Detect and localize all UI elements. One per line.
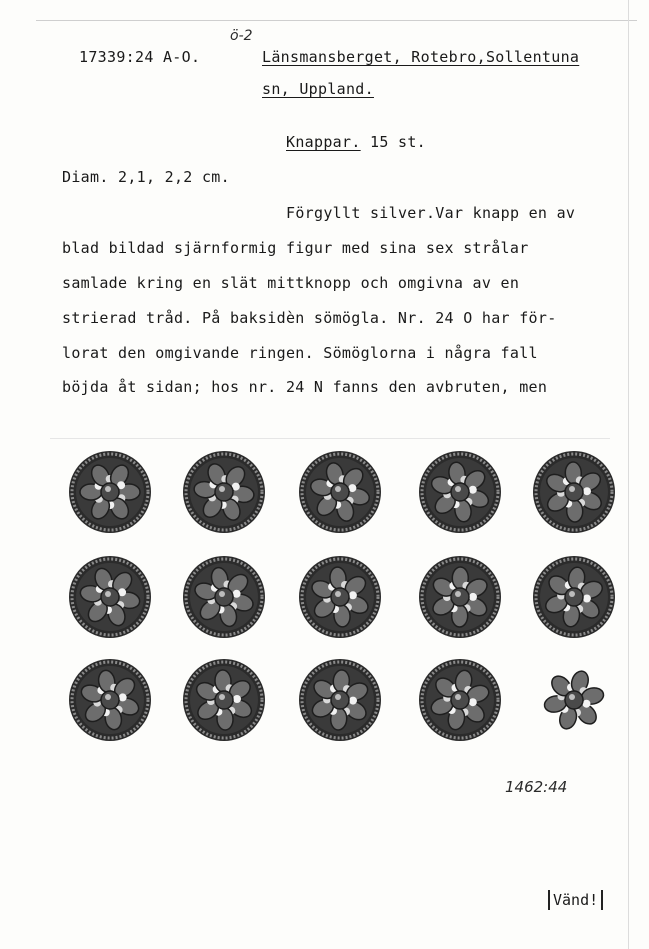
silver-button bbox=[66, 448, 154, 536]
silver-button bbox=[530, 656, 618, 744]
body-line-2: blad bildad sjärnformig figur med sina sex strålar bbox=[62, 239, 529, 257]
top-handwritten-mark: ö-2 bbox=[230, 28, 253, 44]
silver-button bbox=[416, 448, 504, 536]
silver-button bbox=[66, 553, 154, 641]
silver-button bbox=[66, 656, 154, 744]
silver-button bbox=[296, 656, 384, 744]
silver-button bbox=[296, 448, 384, 536]
buttons-photograph bbox=[48, 440, 628, 770]
body-line-3: samlade kring en slät mittknopp och omgivna av en bbox=[62, 274, 520, 292]
card-top-rule bbox=[36, 20, 637, 21]
accession-number: 17339:24 A-O. bbox=[79, 48, 201, 66]
silver-button bbox=[180, 553, 268, 641]
photo-number: 1462:44 bbox=[505, 778, 568, 796]
silver-button bbox=[530, 553, 618, 641]
silver-button bbox=[180, 656, 268, 744]
location-line-1: Länsmansberget, Rotebro,Sollentuna bbox=[262, 48, 580, 66]
location-line-2: sn, Uppland. bbox=[262, 80, 374, 98]
photo-border bbox=[50, 438, 610, 439]
body-line-4: strierad tråd. På baksidèn sömögla. Nr. 24 O har för- bbox=[62, 309, 557, 327]
card-right-rule bbox=[628, 0, 629, 949]
silver-button bbox=[530, 448, 618, 536]
silver-button bbox=[416, 553, 504, 641]
turn-over-note: Vänd! bbox=[548, 890, 603, 910]
object-heading: Knappar. bbox=[286, 133, 361, 151]
heading-row bbox=[286, 133, 426, 151]
diameter-line: Diam. 2,1, 2,2 cm. bbox=[62, 168, 230, 186]
silver-button bbox=[296, 553, 384, 641]
object-count: 15 st. bbox=[370, 133, 426, 151]
silver-button bbox=[180, 448, 268, 536]
silver-button bbox=[416, 656, 504, 744]
body-line-5: lorat den omgivande ringen. Sömöglorna i några fall bbox=[62, 344, 538, 362]
body-line-1: Förgyllt silver.Var knapp en av bbox=[286, 204, 576, 222]
body-line-6: böjda åt sidan; hos nr. 24 N fanns den avbruten, men bbox=[62, 378, 548, 396]
